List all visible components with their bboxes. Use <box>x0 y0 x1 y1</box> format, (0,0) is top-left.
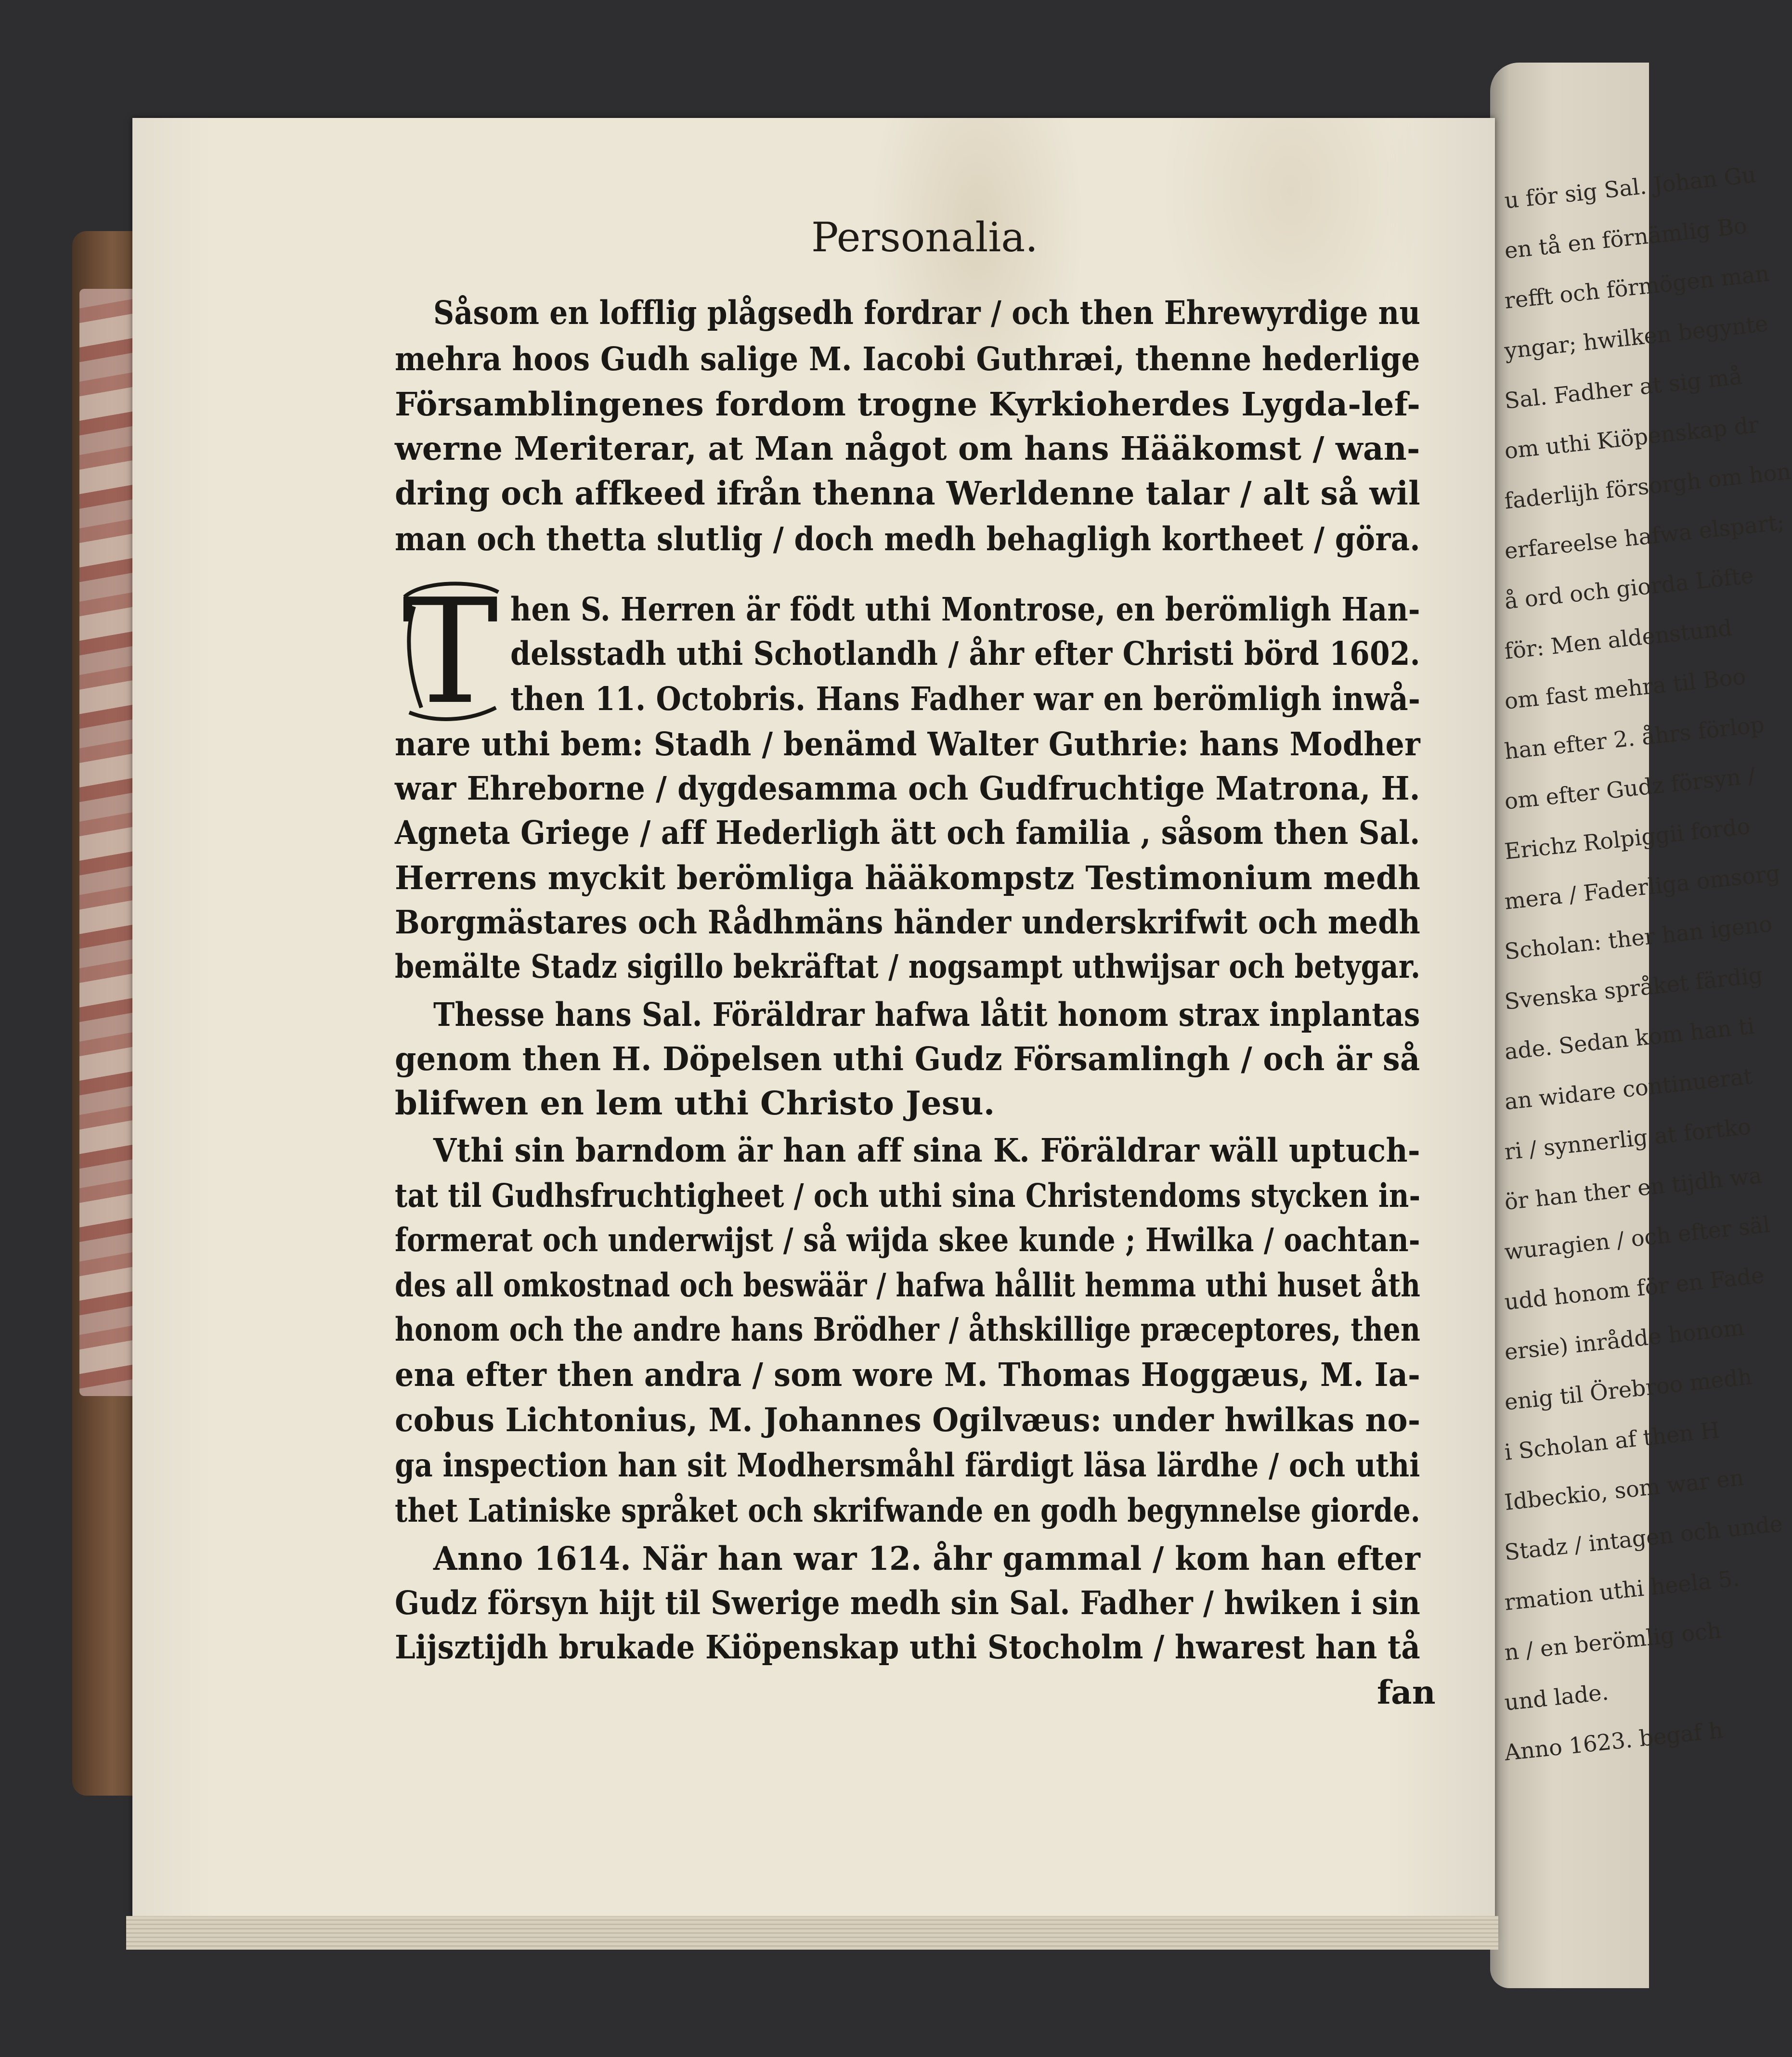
facing-text-line: udd honom för en Fade <box>1503 1262 1766 1315</box>
facing-page <box>1490 63 1792 1988</box>
text-line: Borgmästares och Rådhmäns händer underskrifwit och medh <box>395 903 1420 941</box>
text-line: hen S. Herren är födt uthi Montrose, en berömligh Han- <box>510 590 1420 628</box>
text-line: dring och affkeed ifrån thenna Werldenne talar / alt så wil <box>395 474 1420 512</box>
text-line: then 11. Octobris. Hans Fadher war en berömligh inwå- <box>510 680 1421 718</box>
drop-cap-initial: T <box>402 568 499 736</box>
text-line: bemälte Stadz sigillo bekräftat / nogsampt uthwijsar och betygar. <box>395 947 1421 985</box>
text-line: fan <box>1377 1673 1436 1711</box>
text-line: Herrens myckit berömliga hääkompstz Testimonium medh <box>395 859 1421 897</box>
facing-text-line: Idbeckio, som war en <box>1503 1464 1745 1515</box>
text-line: Agneta Griege / aff Hederligh ätt och familia , såsom then Sal. <box>395 814 1420 852</box>
facing-text-line: ri / synnerlig at fortko <box>1503 1113 1753 1165</box>
text-line: cobus Lichtonius, M. Johannes Ogilvæus: under hwilkas no- <box>395 1401 1421 1439</box>
text-line: Församblingenes fordom trogne Kyrkioherdes Lygda-lef- <box>395 385 1421 423</box>
facing-text-line: om uthi Kiöpenskap dr <box>1503 411 1760 464</box>
facing-text-line: å ord och giorda Löfte <box>1503 562 1755 614</box>
facing-text-line: n / en berömlig och <box>1503 1617 1723 1666</box>
text-line: man och thetta slutlig / doch medh behagligh kortheet / göra. <box>395 520 1420 558</box>
text-line: tat til Gudhsfruchtigheet / och uthi sina Christendoms stycken in- <box>395 1177 1421 1215</box>
text-line: des all omkostnad och beswäär / hafwa hållit hemma uthi huset åth <box>395 1266 1421 1304</box>
text-line: Gudz försyn hijt til Swerige medh sin Sal. Fadher / hwiken i sin <box>395 1584 1420 1622</box>
facing-text-line: mera / Faderliga omsorg <box>1503 860 1781 915</box>
facing-text-line: Erichz Rolpiggii fordo <box>1503 813 1752 865</box>
text-line: thet Latiniske språket och skrifwande en godh begynnelse giorde. <box>395 1491 1420 1529</box>
facing-text-line: Anno 1623. begaf h <box>1503 1717 1725 1766</box>
facing-text-line: rmation uthi heela 5. <box>1503 1565 1741 1616</box>
page-heading: Personalia. <box>811 214 1038 261</box>
facing-text-line: erfareelse hafwa elspart; <box>1503 509 1786 564</box>
facing-text-line: ör han ther en tijdh wa <box>1503 1162 1763 1215</box>
text-line: Såsom en lofflig plågsedh fordrar / och then Ehrewyrdige nu <box>433 294 1421 332</box>
drop-cap-flourish-icon <box>395 568 506 736</box>
text-line: mehra hoos Gudh salige M. Iacobi Guthræi, thenne hederlige <box>395 340 1420 378</box>
text-line: werne Meriterar, at Man något om hans Hääkomst / wan- <box>395 429 1420 467</box>
marbled-endpaper <box>79 289 137 1396</box>
text-line: Lijsztijdh brukade Kiöpenskap uthi Stocholm / hwarest han tå <box>395 1628 1420 1666</box>
text-line: Thesse hans Sal. Föräldrar hafwa låtit honom strax inplantas <box>433 996 1420 1034</box>
facing-text-line: Stadz / intagen och unde <box>1503 1510 1784 1565</box>
text-line: formerat och underwijst / så wijda skee kunde ; Hwilka / oachtan- <box>395 1221 1420 1259</box>
facing-text-line: i Scholan af then H <box>1503 1417 1721 1465</box>
facing-text-line: Svenska språket färdig <box>1503 961 1764 1015</box>
text-line: nare uthi bem: Stadh / benämd Walter Guthrie: hans Modher <box>395 725 1420 763</box>
facing-text-line: om efter Gudz försyn / <box>1503 762 1757 815</box>
facing-text-line: an widare continuerat <box>1503 1063 1754 1115</box>
facing-text-line: ersie) inrådde honom <box>1503 1314 1746 1365</box>
facing-text-line: faderlijh försorgh om hon <box>1503 458 1792 514</box>
text-line: ena efter then andra / som wore M. Thomas Hoggæus, M. Ia- <box>395 1356 1421 1394</box>
text-line: Anno 1614. När han war 12. åhr gammal / kom han efter <box>433 1540 1421 1578</box>
facing-text-line: om fast mehra til Boo <box>1503 663 1747 714</box>
facing-text-line: han efter 2. åhrs förlop <box>1503 711 1766 764</box>
facing-text-line: för: Men aldenstund <box>1503 614 1733 664</box>
text-line: honom och the andre hans Brödher / åthskillige præceptores, then <box>395 1310 1421 1348</box>
text-line: genom then H. Döpelsen uthi Gudz Församlingh / och är så <box>395 1040 1420 1078</box>
page-block-edge <box>126 1916 1498 1950</box>
facing-text-line: refft och förmögen man <box>1503 260 1771 314</box>
facing-text-line: wuragien / och efter säl <box>1503 1211 1771 1265</box>
facing-text-line: ade. Sedan kom han ti <box>1503 1012 1756 1065</box>
facing-text-line: Sal. Fadher at sig må <box>1503 363 1744 414</box>
facing-text-line: yngar; hwilken begynte <box>1503 310 1769 364</box>
text-line: delsstadh uthi Schotlandh / åhr efter Christi börd 1602. <box>510 634 1420 673</box>
facing-text-line: enig til Örebroo medh <box>1503 1363 1753 1415</box>
facing-text-line: und lade. <box>1503 1679 1610 1716</box>
facing-text-line: u för sig Sal. Johan Gu <box>1503 161 1757 214</box>
text-line: blifwen en lem uthi Christo Jesu. <box>395 1084 995 1122</box>
text-line: Vthi sin barndom är han aff sina K. Föräldrar wäll uptuch- <box>433 1131 1420 1169</box>
facing-text-line: Scholan: ther han igeno <box>1503 910 1774 965</box>
facing-text-line: en tå en förnämlig Bo <box>1503 212 1748 264</box>
text-line: ga inspection han sit Modhersmåhl färdigt läsa lärdhe / och uthi <box>395 1446 1420 1484</box>
text-line: war Ehreborne / dygdesamma och Gudfruchtige Matrona, H. <box>395 769 1420 807</box>
